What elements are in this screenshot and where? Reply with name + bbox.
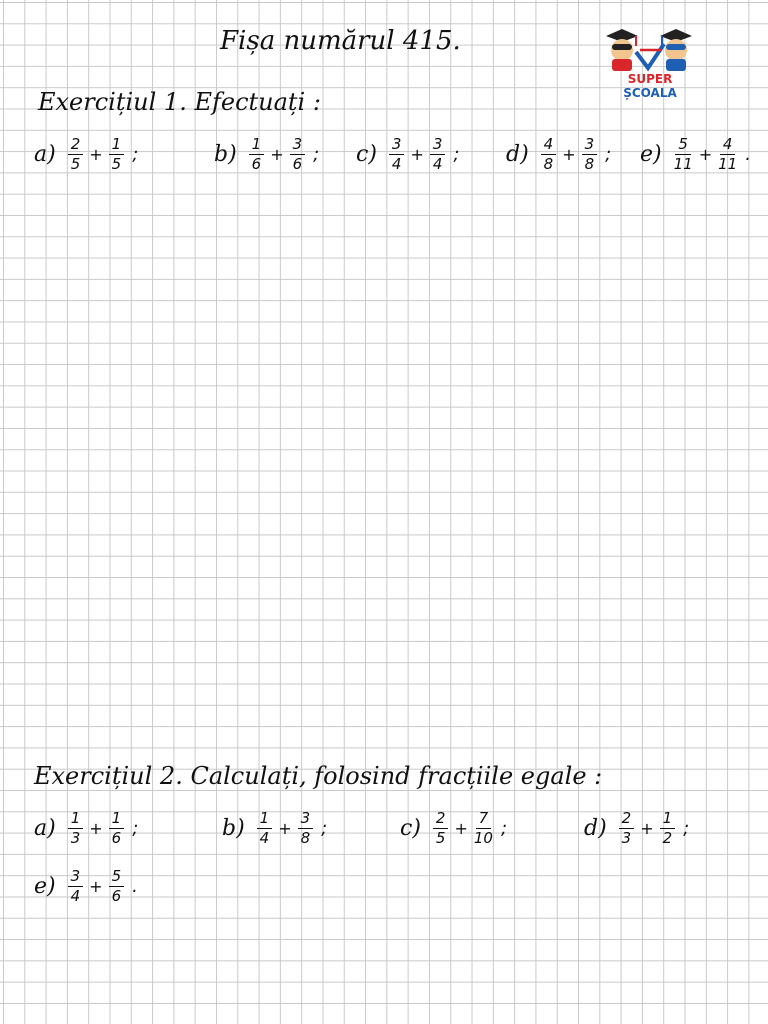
plus-sign: + xyxy=(454,818,468,838)
logo-wordmark xyxy=(600,72,700,100)
denominator: 3 xyxy=(70,828,81,847)
exercise1-item-d xyxy=(506,124,611,184)
exercise1-item-b xyxy=(214,124,319,184)
fraction xyxy=(257,810,273,847)
numerator: 2 xyxy=(68,136,84,155)
item-letter: d) xyxy=(506,141,529,167)
exercise2-item-e xyxy=(34,856,138,916)
numerator: 3 xyxy=(298,810,314,829)
fraction xyxy=(298,810,314,847)
fraction xyxy=(619,810,635,847)
separator: . xyxy=(132,875,138,897)
exercise1-row xyxy=(0,124,768,184)
numerator: 2 xyxy=(619,810,635,829)
denominator: 6 xyxy=(111,886,122,905)
denominator: 10 xyxy=(473,828,493,847)
plus-sign: + xyxy=(562,144,576,164)
item-letter: c) xyxy=(356,141,377,167)
denominator: 4 xyxy=(259,828,270,847)
plus-sign: + xyxy=(410,144,424,164)
denominator: 4 xyxy=(432,154,443,173)
item-letter: d) xyxy=(584,815,607,841)
separator: ; xyxy=(132,817,139,839)
separator: ; xyxy=(500,817,508,839)
super-scoala-logo xyxy=(600,26,700,100)
numerator: 7 xyxy=(476,810,492,829)
fraction xyxy=(109,136,125,173)
fraction xyxy=(109,810,125,847)
numerator: 3 xyxy=(389,136,405,155)
mascots-icon xyxy=(600,26,700,72)
denominator: 8 xyxy=(543,154,554,173)
numerator: 1 xyxy=(68,810,84,829)
separator: ; xyxy=(683,817,690,839)
numerator: 4 xyxy=(720,136,736,155)
separator: . xyxy=(745,143,751,165)
denominator: 2 xyxy=(662,828,673,847)
exercise2-row-2 xyxy=(0,856,768,916)
plus-sign: + xyxy=(698,144,713,164)
denominator: 5 xyxy=(435,828,446,847)
exercise1-heading: Exercițiul 1. Efectuați : xyxy=(38,88,321,116)
denominator: 11 xyxy=(673,154,693,173)
numerator: 1 xyxy=(660,810,676,829)
fraction xyxy=(68,810,84,847)
fraction xyxy=(389,136,405,173)
denominator: 6 xyxy=(292,154,303,173)
item-letter: a) xyxy=(34,815,56,841)
numerator: 3 xyxy=(582,136,598,155)
separator: ; xyxy=(453,143,460,165)
worksheet-title: Fișa numărul 415. xyxy=(220,26,461,56)
exercise2-item-a xyxy=(34,798,138,858)
numerator: 3 xyxy=(430,136,446,155)
exercise2-row-1 xyxy=(0,798,768,858)
separator: ; xyxy=(605,143,612,165)
numerator: 5 xyxy=(675,136,691,155)
item-letter: a) xyxy=(34,141,56,167)
plus-sign: + xyxy=(89,876,103,896)
exercise2-item-c xyxy=(400,798,507,858)
fraction xyxy=(433,810,449,847)
fraction xyxy=(68,136,84,173)
fraction xyxy=(109,868,125,905)
denominator: 4 xyxy=(391,154,402,173)
numerator: 5 xyxy=(109,868,125,887)
fraction xyxy=(660,810,676,847)
item-letter: e) xyxy=(34,873,56,899)
logo-word-super: SUPER xyxy=(627,72,673,86)
denominator: 3 xyxy=(621,828,632,847)
denominator: 4 xyxy=(70,886,81,905)
exercise2-item-b xyxy=(222,798,327,858)
numerator: 3 xyxy=(290,136,306,155)
fraction xyxy=(582,136,598,173)
plus-sign: + xyxy=(270,144,284,164)
exercise1-item-a xyxy=(34,124,138,184)
item-letter: b) xyxy=(214,141,237,167)
numerator: 1 xyxy=(257,810,273,829)
exercise2-heading: Exercițiul 2. Calculați, folosind fracțiile egale : xyxy=(34,762,603,790)
denominator: 6 xyxy=(251,154,262,173)
denominator: 5 xyxy=(111,154,122,173)
plus-sign: + xyxy=(89,818,103,838)
plus-sign: + xyxy=(278,818,292,838)
denominator: 5 xyxy=(70,154,81,173)
fraction xyxy=(68,868,84,905)
numerator: 1 xyxy=(109,810,125,829)
exercise2-item-d xyxy=(584,798,689,858)
item-letter: e) xyxy=(640,141,662,167)
plus-sign: + xyxy=(640,818,654,838)
exercise1-item-e xyxy=(640,124,751,184)
plus-sign: + xyxy=(89,144,103,164)
numerator: 3 xyxy=(68,868,84,887)
item-letter: c) xyxy=(400,815,421,841)
fraction xyxy=(430,136,446,173)
item-letter: b) xyxy=(222,815,245,841)
numerator: 1 xyxy=(109,136,125,155)
denominator: 8 xyxy=(584,154,595,173)
separator: ; xyxy=(321,817,328,839)
separator: ; xyxy=(313,143,320,165)
denominator: 8 xyxy=(300,828,311,847)
fraction xyxy=(718,136,737,173)
fraction xyxy=(249,136,265,173)
logo-word-scoala: ȘCOALA xyxy=(623,86,677,100)
denominator: 6 xyxy=(111,828,122,847)
fraction xyxy=(541,136,557,173)
numerator: 4 xyxy=(541,136,557,155)
fraction xyxy=(290,136,306,173)
exercise1-item-c xyxy=(356,124,459,184)
separator: ; xyxy=(132,143,139,165)
fraction xyxy=(474,810,493,847)
fraction xyxy=(674,136,693,173)
denominator: 11 xyxy=(718,154,738,173)
numerator: 2 xyxy=(433,810,449,829)
numerator: 1 xyxy=(249,136,265,155)
